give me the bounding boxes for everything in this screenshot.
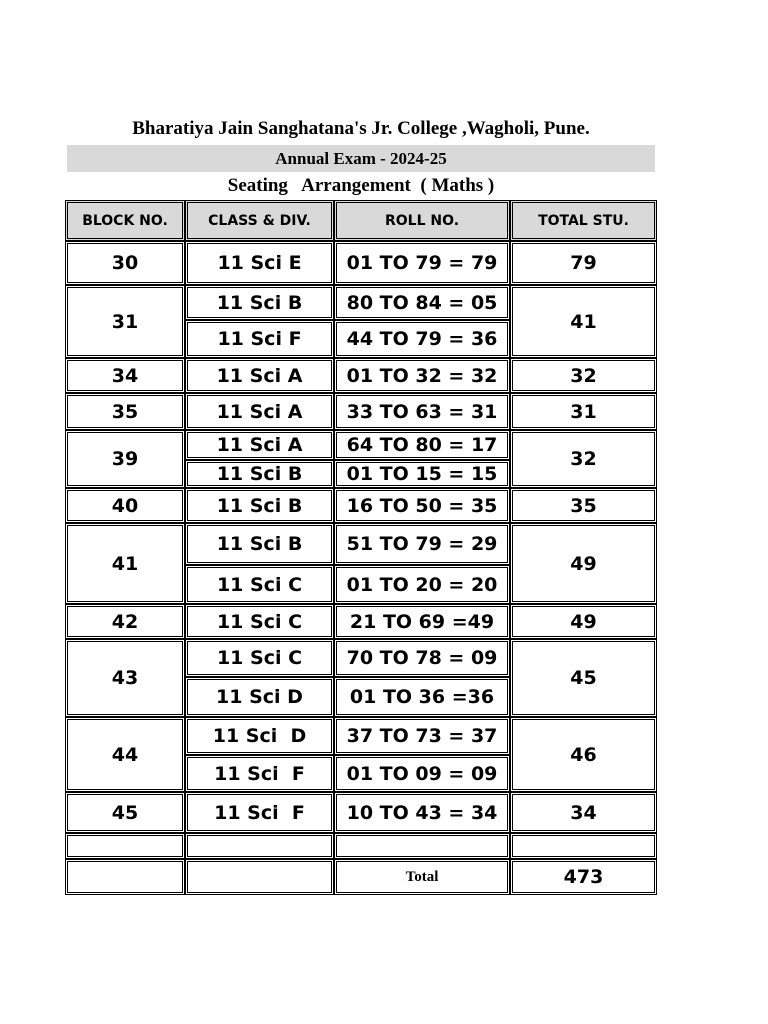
block-no-cell: 31: [65, 285, 185, 358]
empty-cell: [334, 833, 510, 859]
roll-no-header: ROLL NO.: [334, 200, 510, 241]
class-div-cell: 11 Sci A: [185, 358, 334, 393]
class-div-cell: 11 Sci A: [185, 393, 334, 430]
block-no-cell: 34: [65, 358, 185, 393]
roll-no-cell: 01 TO 79 = 79: [334, 241, 510, 285]
roll-no-cell: 21 TO 69 =49: [334, 604, 510, 639]
total-stu-cell: 45: [510, 639, 657, 717]
empty-cell: [185, 859, 334, 895]
class-div-cell: 11 Sci E: [185, 241, 334, 285]
empty-cell: [65, 859, 185, 895]
grand-total-value: 473: [510, 859, 657, 895]
block-no-cell: 30: [65, 241, 185, 285]
block-no-cell: 35: [65, 393, 185, 430]
seating-subtitle: Seating Arrangement ( Maths ): [227, 175, 495, 196]
total-stu-cell: 49: [510, 604, 657, 639]
exam-title: Annual Exam - 2024-25: [67, 145, 655, 172]
total-stu-cell: 41: [510, 285, 657, 358]
class-div-cell: 11 Sci D: [185, 717, 334, 755]
class-div-cell: 11 Sci B: [185, 460, 334, 488]
block-no-cell: 39: [65, 430, 185, 488]
roll-no-cell: 01 TO 32 = 32: [334, 358, 510, 393]
block-no-cell: 44: [65, 717, 185, 792]
block-no-cell: 45: [65, 792, 185, 833]
total-stu-cell: 34: [510, 792, 657, 833]
empty-cell: [185, 833, 334, 859]
total-stu-cell: 32: [510, 358, 657, 393]
roll-no-cell: 64 TO 80 = 17: [334, 430, 510, 460]
roll-no-cell: 10 TO 43 = 34: [334, 792, 510, 833]
college-title: Bharatiya Jain Sanghatana's Jr. College ,Wagholi, Pune.: [132, 118, 590, 139]
total-stu-header: TOTAL STU.: [510, 200, 657, 241]
roll-no-cell: 01 TO 15 = 15: [334, 460, 510, 488]
block-no-cell: 42: [65, 604, 185, 639]
class-div-cell: 11 Sci F: [185, 792, 334, 833]
block-no-header: BLOCK NO.: [65, 200, 185, 241]
total-label: Total: [334, 859, 510, 895]
total-stu-cell: 32: [510, 430, 657, 488]
block-no-cell: 41: [65, 523, 185, 604]
total-stu-cell: 46: [510, 717, 657, 792]
roll-no-cell: 16 TO 50 = 35: [334, 488, 510, 523]
total-stu-cell: 49: [510, 523, 657, 604]
class-div-cell: 11 Sci C: [185, 639, 334, 677]
block-no-cell: 43: [65, 639, 185, 717]
class-div-header: CLASS & DIV.: [185, 200, 334, 241]
total-stu-cell: 31: [510, 393, 657, 430]
roll-no-cell: 70 TO 78 = 09: [334, 639, 510, 677]
class-div-cell: 11 Sci D: [185, 677, 334, 717]
roll-no-cell: 51 TO 79 = 29: [334, 523, 510, 565]
class-div-cell: 11 Sci F: [185, 320, 334, 358]
seating-table: [65, 200, 657, 895]
roll-no-cell: 37 TO 73 = 37: [334, 717, 510, 755]
total-stu-cell: 35: [510, 488, 657, 523]
empty-cell: [65, 833, 185, 859]
block-no-cell: 40: [65, 488, 185, 523]
roll-no-cell: 80 TO 84 = 05: [334, 285, 510, 320]
roll-no-cell: 01 TO 09 = 09: [334, 755, 510, 792]
class-div-cell: 11 Sci B: [185, 488, 334, 523]
total-stu-cell: 79: [510, 241, 657, 285]
roll-no-cell: 01 TO 20 = 20: [334, 565, 510, 604]
empty-cell: [510, 833, 657, 859]
class-div-cell: 11 Sci A: [185, 430, 334, 460]
class-div-cell: 11 Sci C: [185, 565, 334, 604]
class-div-cell: 11 Sci B: [185, 523, 334, 565]
roll-no-cell: 44 TO 79 = 36: [334, 320, 510, 358]
class-div-cell: 11 Sci B: [185, 285, 334, 320]
class-div-cell: 11 Sci C: [185, 604, 334, 639]
roll-no-cell: 01 TO 36 =36: [334, 677, 510, 717]
roll-no-cell: 33 TO 63 = 31: [334, 393, 510, 430]
class-div-cell: 11 Sci F: [185, 755, 334, 792]
